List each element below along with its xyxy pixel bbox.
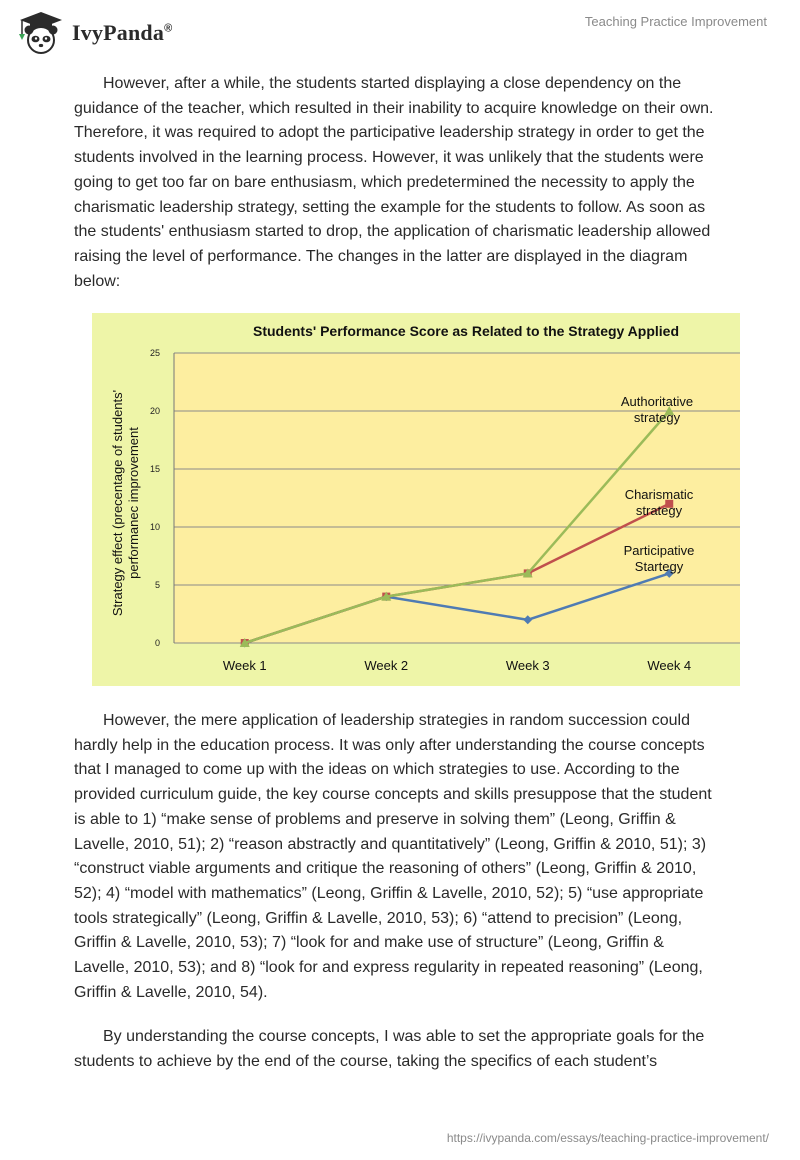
ivypanda-logo[interactable] xyxy=(14,10,172,56)
paragraph-2: However, the mere application of leadership strategies in random succession could hardly help in the education process. It was only after understanding the course concepts that I managed to come up with the ideas on which strategies to use. According to the provided curriculum guide, the key course concepts and skills presuppose that the student is able to 1) “make sense of problems and preserve in solving them” (Leong, Griffin & Lavelle, 2010, 51); 2) “reason abstractly and quantitatively” (Leong, Griffin & 2010, 51); 3) “construct viable arguments and critique the reasoning of others” (Leong, Griffin & 2010, 52); 4) “model with mathematics” (Leong, Griffin & Lavelle, 2010, 52); 5) “use appropriate tools strategically” (Leong, Griffin & Lavelle, 2010, 53); 6) “attend to precision” (Leong, Griffin & Lavelle, 2010, 53); 7) “look for and make use of structure” (Leong, Griffin & Lavelle, 2010, 53); and 8) “look for and express regularity in repeated reasoning” (Leong, Griffin & Lavelle, 2010, 54). xyxy=(74,712,712,1001)
paragraph-1-container xyxy=(74,72,714,294)
page-header xyxy=(0,0,800,60)
chart-title: Students' Performance Score as Related to the Strategy Applied xyxy=(252,323,680,339)
paragraph-3-container xyxy=(74,1025,714,1074)
document-title: Teaching Practice Improvement xyxy=(584,14,767,29)
x-tick-label: Week 2 xyxy=(364,658,409,673)
x-tick-label: Week 4 xyxy=(647,658,692,673)
paragraph-1: However, after a while, the students started displaying a close dependency on the guidance of the teacher, which resulted in their inability to acquire knowledge on their own. Therefore, it was required to adopt the participative leadership strategy in order to get the students involved in the learning process. However, it was unlikely that the students were going to get too far on bare enthusiasm, which predetermined the necessity to apply the charismatic leadership strategy, setting the example for the students to follow. As soon as the students' enthusiasm started to drop, the application of charismatic leadership allowed raising the level of performance. The changes in the latter are displayed in the diagram below: xyxy=(74,75,714,290)
paragraph-2-container xyxy=(74,709,714,1005)
series-label: strategy xyxy=(635,503,683,518)
y-tick-label: 25 xyxy=(149,348,160,358)
y-axis-label-line2: performanec improvement xyxy=(126,427,141,579)
y-tick-label: 5 xyxy=(154,580,160,590)
series-label: Startegy xyxy=(634,559,684,574)
source-url-link[interactable]: https://ivypanda.com/essays/teaching-practice-improvement/ xyxy=(446,1131,769,1145)
paragraph-3: By understanding the course concepts, I was able to set the appropriate goals for the students to achieve by the end of the course, taking the specifics of each student’s xyxy=(74,1028,705,1070)
series-label: Participative xyxy=(623,543,695,558)
x-tick-label: Week 1 xyxy=(222,658,267,673)
brand-name: IvyPanda® xyxy=(72,20,173,45)
y-tick-label: 10 xyxy=(149,522,160,532)
series-label: Authoritative xyxy=(620,394,694,409)
chart-svg xyxy=(92,313,740,686)
series-label: strategy xyxy=(633,410,681,425)
panda-graduate-icon xyxy=(14,10,66,56)
y-tick-label: 20 xyxy=(149,406,160,416)
y-tick-label: 15 xyxy=(149,464,160,474)
performance-chart xyxy=(92,313,740,686)
y-axis-label-line1: Strategy effect (precentage of students' xyxy=(110,389,125,617)
y-tick-label: 0 xyxy=(154,638,160,648)
x-tick-label: Week 3 xyxy=(505,658,550,673)
series-label: Charismatic xyxy=(624,487,694,502)
